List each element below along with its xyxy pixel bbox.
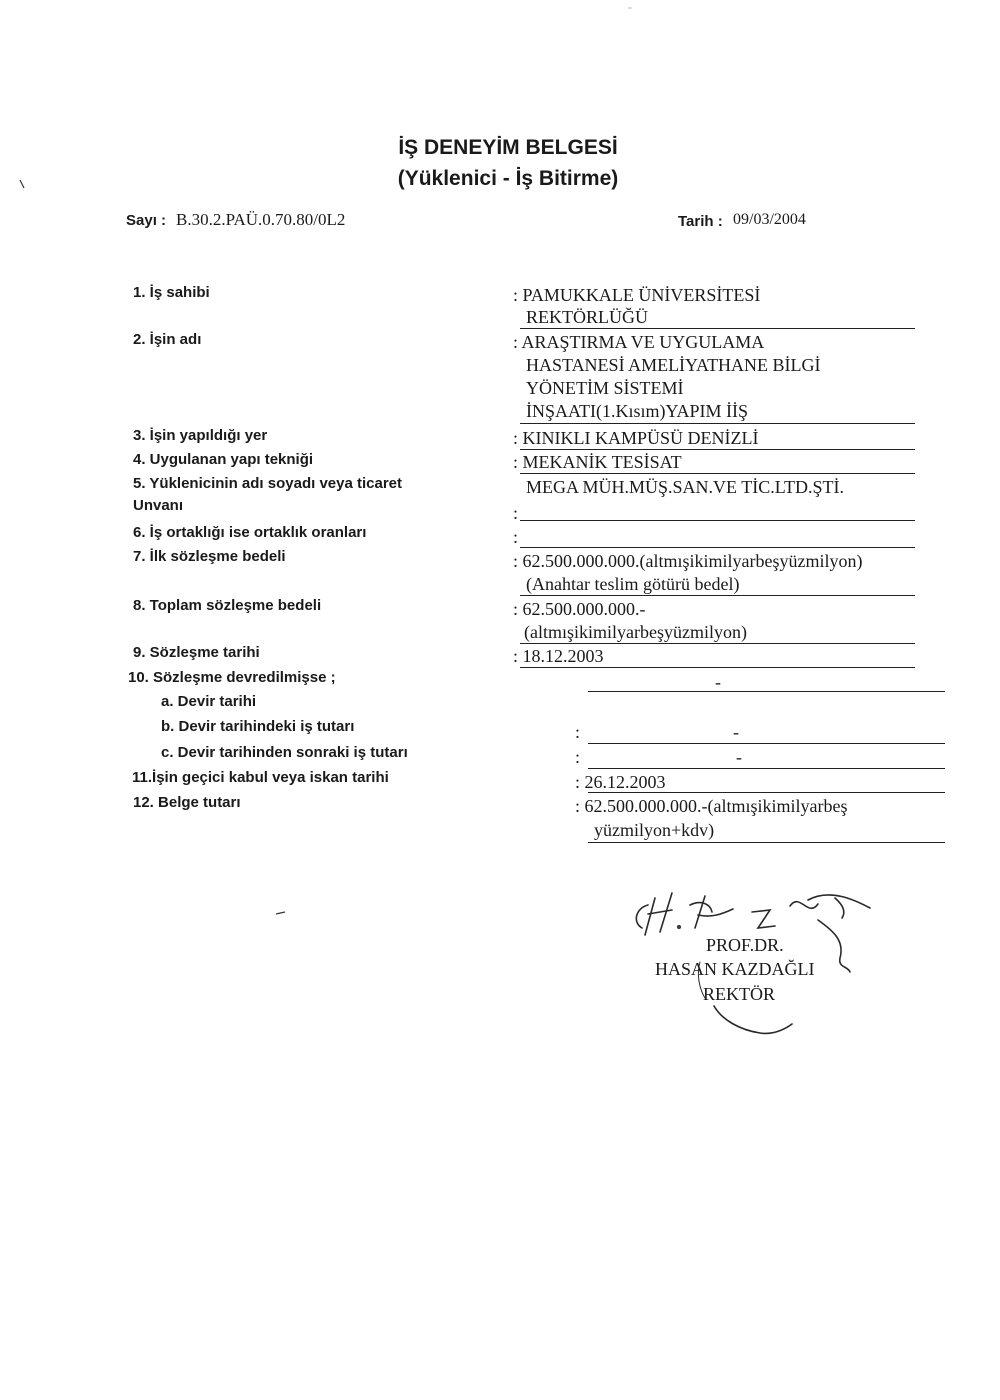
tarih-value: 09/03/2004 [733, 211, 806, 228]
field-label-is-sahibi: 1. İş sahibi [133, 284, 210, 301]
field-label-devir: 10. Sözleşme devredilmişse ; [128, 669, 336, 686]
field-label-sozlesme-tarihi: 9. Sözleşme tarihi [133, 644, 260, 661]
field-label-devir-tutari: b. Devir tarihindeki iş tutarı [161, 718, 355, 735]
value-ilk-bedel-1: : 62.500.000.000.(altmışikimilyarbeşyüzmilyon) [513, 551, 863, 571]
value-devir-tutari-colon: : [575, 722, 581, 742]
value-sozlesme-tarihi: : 18.12.2003 [513, 646, 604, 666]
field-label-ilk-bedel: 7. İlk sözleşme bedeli [133, 548, 286, 565]
value-ortaklik-colon-2: : [513, 527, 519, 547]
value-is-sahibi-1: : PAMUKKALE ÜNİVERSİTESİ [513, 285, 761, 305]
value-belge-tutari-1: : 62.500.000.000.-(altmışikimilyarbeş [575, 796, 848, 816]
field-label-belge-tutari: 12. Belge tutarı [133, 794, 241, 811]
document-title: İŞ DENEYİM BELGESİ [398, 136, 618, 159]
value-isin-adi-4: İNŞAATI(1.Kısım)YAPIM İİŞ [526, 401, 749, 421]
signature-name: HASAN KAZDAĞLI [655, 959, 815, 979]
field-label-yuklenici: 5. Yüklenicinin adı soyadı veya ticaret Unvanı [133, 475, 403, 514]
value-gecici-kabul: : 26.12.2003 [575, 772, 666, 792]
value-ilk-bedel-2: (Anahtar teslim götürü bedel) [526, 574, 740, 594]
value-is-sahibi-2: REKTÖRLÜĞÜ [526, 307, 648, 327]
value-isin-adi-3: YÖNETİM SİSTEMİ [526, 378, 684, 398]
value-devir-tutari-dash: - [733, 722, 739, 742]
value-yapildigi-yer: : KINIKLI KAMPÜSÜ DENİZLİ [513, 428, 759, 448]
field-label-devir-tarihi: a. Devir tarihi [161, 693, 257, 710]
value-isin-adi-1: : ARAŞTIRMA VE UYGULAMA [513, 332, 765, 352]
signature-title: PROF.DR. [706, 935, 784, 955]
sayi-value: B.30.2.PAÜ.0.70.80/0L2 [176, 210, 346, 229]
value-belge-tutari-2: yüzmilyon+kdv) [594, 820, 715, 840]
field-label-isin-adi: 2. İşin adı [133, 331, 202, 348]
value-toplam-bedel-1: : 62.500.000.000.- [513, 599, 646, 619]
sayi-label: Sayı : [126, 212, 167, 229]
field-label-ortaklik: 6. İş ortaklığı ise ortaklık oranları [133, 524, 367, 541]
tarih-label: Tarih : [678, 213, 723, 230]
value-yapi-teknigi: : MEKANİK TESİSAT [513, 452, 682, 472]
field-label-yapi-teknigi: 4. Uygulanan yapı tekniği [133, 451, 314, 468]
signature-role: REKTÖR [703, 984, 775, 1004]
value-yuklenici: MEGA MÜH.MÜŞ.SAN.VE TİC.LTD.ŞTİ. [526, 477, 845, 497]
field-label-devir-sonraki: c. Devir tarihinden sonraki iş tutarı [161, 744, 408, 761]
value-toplam-bedel-2: (altmışikimilyarbeşyüzmilyon) [524, 622, 747, 642]
value-isin-adi-2: HASTANESİ AMELİYATHANE BİLGİ [526, 355, 821, 375]
field-label-yapildigi-yer: 3. İşin yapıldığı yer [133, 427, 268, 444]
value-ortaklik-colon-1: : [513, 503, 519, 523]
document-subtitle: (Yüklenici - İş Bitirme) [397, 167, 619, 190]
field-label-toplam-bedel: 8. Toplam sözleşme bedeli [133, 597, 322, 614]
value-devir-sonraki-colon: : [575, 747, 581, 767]
value-devir-tarihi-dash: - [715, 672, 721, 692]
field-label-gecici-kabul: 11.İşin geçici kabul veya iskan tarihi [132, 769, 389, 786]
value-devir-sonraki-dash: - [736, 747, 742, 767]
